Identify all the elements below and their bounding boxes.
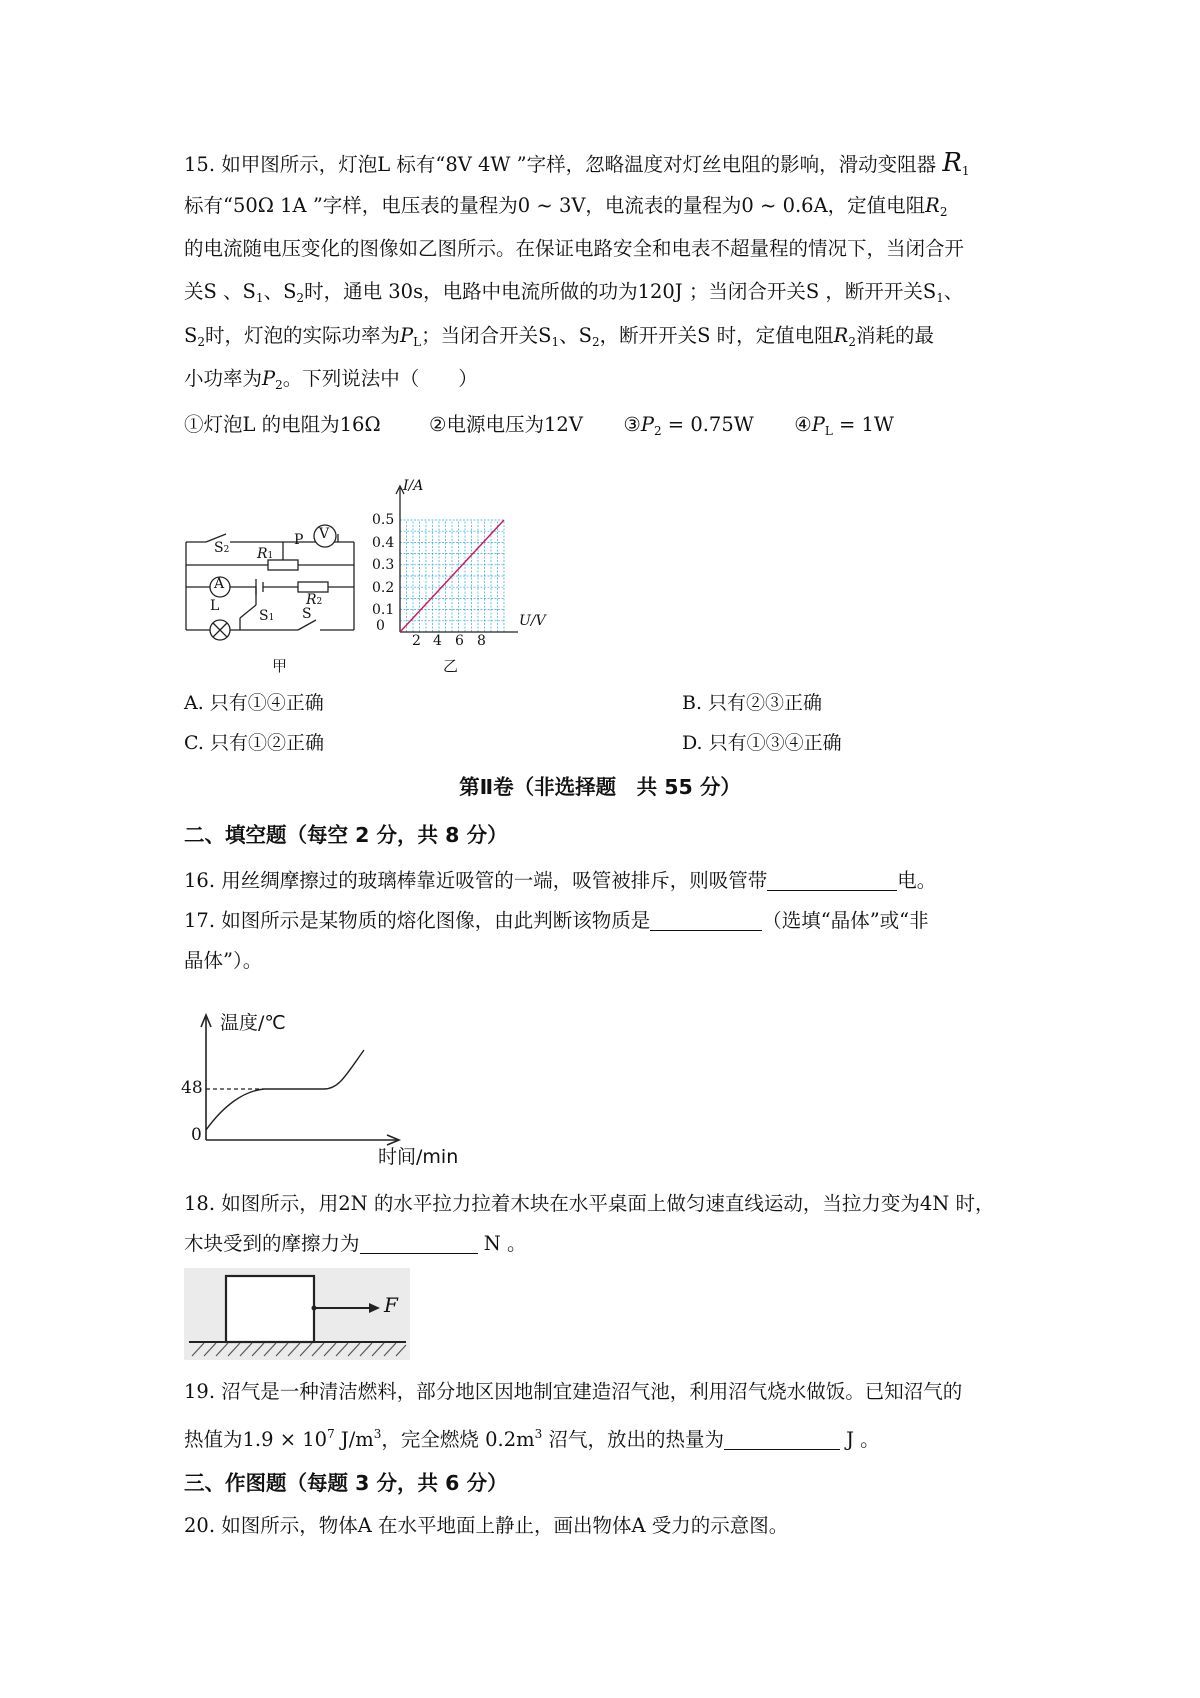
- iu-ytick-0.4: 0.4: [372, 535, 395, 551]
- iu-xtick-4: 4: [433, 633, 442, 649]
- s-label: S: [302, 606, 312, 622]
- iu-xtick-2: 2: [412, 633, 421, 649]
- q16-blank[interactable]: [767, 868, 897, 891]
- q19-line-1: 19. 沼气是一种清洁燃料，部分地区因地制宜建造沼气池，利用沼气烧水做饭。已知沼气的: [184, 1380, 963, 1403]
- statement-4: $④P_L = 1W$: [794, 413, 894, 438]
- part2-title: 第Ⅱ卷（非选择题 共 55 分）: [459, 775, 741, 799]
- statement-1: ①灯泡L 的电阻为16Ω: [184, 413, 381, 436]
- section2-heading: 二、填空题（每空 2 分，共 8 分）: [184, 823, 508, 847]
- option-a[interactable]: A. 只有①④正确: [184, 692, 324, 714]
- iu-xtick-8: 8: [477, 633, 486, 649]
- p-label: P: [294, 532, 304, 548]
- r1-label: R1: [257, 546, 274, 562]
- table-hatching: [192, 1343, 406, 1356]
- s1-label: S1: [259, 608, 275, 624]
- q19-line-2: 热值为$1.9 \times 10^7$ $J/m^3$，完全燃烧 $0.2m^3$ 沼气，放出的热量为 J 。: [184, 1427, 880, 1451]
- q17-blank[interactable]: [650, 908, 762, 931]
- figure-jia-caption: 甲: [272, 657, 288, 675]
- iu-xlabel: U/V: [519, 613, 546, 629]
- figure-yi-caption: 乙: [443, 657, 459, 675]
- q15-line-3: 的电流随电压变化的图像如乙图所示。在保证电路安全和电表不超量程的情况下，当闭合开: [184, 237, 965, 260]
- force-label: F: [384, 1293, 398, 1317]
- q15-line-4: 关S 、$S_1$、$S_2$时，通电 30s，电路中电流所做的功为120J ；当闭合开关S ，断开开关$S_1$、: [184, 280, 964, 305]
- q18-line-1: 18. 如图所示，用2N 的水平拉力拉着木块在水平桌面上做匀速直线运动，当拉力变为4N 时，: [184, 1192, 995, 1215]
- melt-ylabel: 温度/℃: [220, 1012, 286, 1034]
- q16: 16. 用丝绸摩擦过的玻璃棒靠近吸管的一端，吸管被排斥，则吸管带 电。: [184, 869, 937, 892]
- iu-xtick-6: 6: [455, 633, 464, 649]
- force-point: [312, 1306, 317, 1311]
- r2-label: R2: [306, 592, 323, 608]
- iu-origin: 0: [376, 618, 385, 634]
- q19-blank[interactable]: [724, 1427, 840, 1450]
- wooden-block: [226, 1276, 314, 1342]
- q17-line-2: 晶体”）。: [184, 949, 263, 972]
- q20: 20. 如图所示，物体A 在水平地面上静止，画出物体A 受力的示意图。: [184, 1514, 789, 1537]
- s2-label: S2: [214, 540, 230, 556]
- option-b[interactable]: B. 只有②③正确: [682, 692, 823, 714]
- block-figure: [184, 1268, 410, 1360]
- q15-line-6: 小功率为$P_2$。下列说法中（ ）: [184, 367, 478, 392]
- force-arrow-head: [369, 1303, 380, 1313]
- melt-ytick-48: 48: [181, 1078, 203, 1098]
- q15-line-5: $S_2$时，灯泡的实际功率为$P_L$；当闭合开关$S_1$、$S_2$，断开开关S 时，定值电阻$R_2$消耗的最: [184, 324, 935, 349]
- ammeter-label: A: [214, 576, 225, 592]
- option-c[interactable]: C. 只有①②正确: [184, 732, 324, 754]
- iu-ylabel: I/A: [403, 478, 424, 494]
- q15-line-2: 标有“50Ω 1A ”字样，电压表的量程为0 ~ 3V，电流表的量程为0 ~ 0.6A，定值电阻$R_2$: [184, 194, 948, 219]
- section3-heading: 三、作图题（每题 3 分，共 6 分）: [184, 1471, 508, 1495]
- q18-line-2: 木块受到的摩擦力为 N 。: [184, 1232, 527, 1255]
- voltmeter-label: V: [319, 526, 330, 542]
- iu-ytick-0.3: 0.3: [372, 557, 395, 573]
- melting-chart: [184, 1005, 414, 1155]
- q15-line-1: 15. 如甲图所示，灯泡L 标有“8V 4W ”字样，忽略温度对灯丝电阻的影响，滑动变阻器 $R_1$: [184, 148, 970, 178]
- melt-origin: 0: [191, 1125, 202, 1145]
- statement-3: $③P_2 = 0.75W$: [623, 413, 754, 438]
- melt-xlabel: 时间/min: [378, 1146, 459, 1168]
- statement-2: ②电源电压为12V: [429, 413, 583, 436]
- q18-blank[interactable]: [360, 1231, 478, 1254]
- iu-ytick-0.1: 0.1: [372, 602, 395, 618]
- q17-line-1: 17. 如图所示是某物质的熔化图像，由此判断该物质是 （选填“晶体”或“非: [184, 909, 929, 932]
- q15-statements: [184, 410, 894, 446]
- lamp-label: L: [210, 598, 220, 614]
- melt-curve: [206, 1050, 364, 1130]
- iu-ytick-0.2: 0.2: [372, 580, 395, 596]
- iu-ytick-0.5: 0.5: [372, 512, 395, 528]
- option-d[interactable]: D. 只有①③④正确: [682, 732, 842, 754]
